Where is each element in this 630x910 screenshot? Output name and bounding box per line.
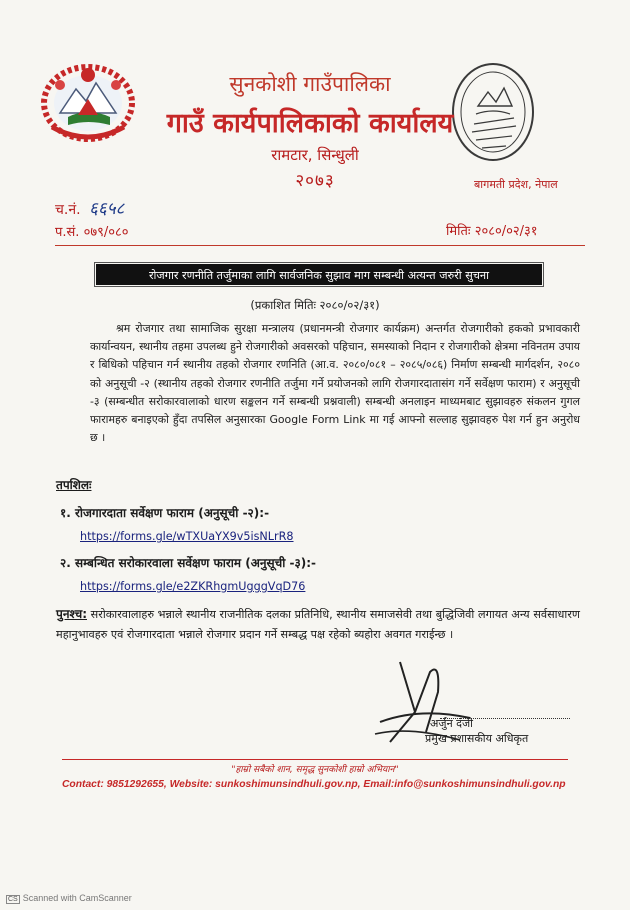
notice-body: श्रम रोजगार तथा सामाजिक सुरक्षा मन्त्रालय (प्रधानमन्त्री रोजगार कार्यक्रम) अन्तर्गत रोजगारीको हकको प्रभावकारी कार्यान्वयन, स्थानीय तहमा उपलब्ध हुने रोजगारीको अवसरको पहिचान, समस्याको निदान र रोजगारीको क्षेत्रमा नविनतम उपाय र बिधिको पहिचान गर्न स्थानीय तहको रोजगार रणनिति (आ.व. २०८०/०८१ – २०८५/०८६) निर्माण सम्बन्धी मार्गदर्शन, २०८० को अनुसूची -२ (स्थानीय तहको रोजगार रणनीति तर्जुमा गर्ने प्रयोजनको लागि रोजगारदातासंग गर्ने सर्वेक्षण फाराम) र अनुसूची -३ (सम्बन्धीत सरोकारवालाको धारण सङ्कलन गर्ने सम्बन्धी प्रश्नवाली) सम्बन्धी अनलाइन माध्यमबाट सुझावहरु संकलन गुगल फारामहरु बनाइएको हुँदा तपसिल अनुसारका Google Form Link मा गई आफ्नो सल्लाह सुझावहरु पेश गर्न हुन अनुरोध छ । [90, 322, 580, 445]
footer-slogan: "हाम्रो सबैको शान, समृद्ध सुनकोशी हाम्रो अभियान" [231, 765, 399, 775]
postscript-text: सरोकारवालाहरु भन्नाले स्थानीय राजनीतिक दलका प्रतिनिधि, स्थानीय समाजसेवी तथा बुद्धिजिवी लगायत अन्य सर्वसाधारण महानुभावहरु एवं रोजगारदाता भन्नाले रोजगार प्रदान गर्ने सम्बद्ध पक्ष रहेको ब्यहोरा अवगत गराईन्छ । [56, 608, 580, 641]
notice-subject: रोजगार रणनीति तर्जुमाका लागि सार्वजनिक सुझाव माग सम्बन्धी अत्यन्त जरुरी सुचना [96, 264, 542, 285]
letter-number-value: ०७९/०८० [83, 225, 129, 240]
letter-date-value: २०८०/०२/३१ [474, 224, 538, 239]
office-name: गाउँ कार्यपालिकाको कार्यालय [166, 108, 454, 139]
established-year: २०७३ [295, 171, 335, 191]
footer-contact: Contact: 9851292655, Website: sunkoshimunsindhuli.gov.np, Email:info@sunkoshimunsindhuli.gov.np [62, 779, 566, 790]
municipality-name: सुनकोशी गाउँपालिका [229, 72, 391, 96]
dispatch-number-value: ६६५८ [89, 199, 125, 219]
published-date: (प्रकाशित मितिः २०८०/०२/३१) [250, 298, 380, 312]
office-seal-icon [448, 58, 538, 166]
letter-date [446, 221, 538, 239]
letter-number-label: प.सं. [55, 225, 80, 240]
details-heading: तपशिलः [56, 478, 92, 492]
scanner-watermark [6, 893, 132, 904]
letter-number [55, 222, 129, 240]
details-item-stakeholder-survey: २. सम्बन्धित सरोकारवाला सर्वेक्षण फाराम (अनुसूची -३):- [60, 556, 317, 570]
postscript-note [56, 604, 580, 645]
province-label: बागमती प्रदेश, नेपाल [474, 178, 558, 191]
signer-title: प्रमुख प्रशासकीय अधिकृत [425, 732, 529, 745]
camscanner-icon: CS [8, 896, 18, 903]
postscript-label: पुनश्च: [56, 607, 87, 621]
dispatch-number [55, 196, 124, 219]
office-address: रामटार, सिन्धुली [271, 146, 359, 164]
employer-survey-link[interactable]: https://forms.gle/wTXUaYX9v5isNLrR8 [80, 530, 294, 543]
signer-name: अर्जुन दंजी [430, 717, 474, 730]
header-divider [55, 245, 585, 246]
footer-divider [62, 759, 568, 760]
nepal-emblem-icon [38, 55, 138, 147]
stakeholder-survey-link[interactable]: https://forms.gle/e2ZKRhgmUgggVqD76 [80, 580, 306, 593]
details-item-employer-survey: १. रोजगारदाता सर्वेक्षण फाराम (अनुसूची -२):- [60, 506, 270, 520]
dispatch-number-label: च.नं. [55, 202, 81, 218]
letter-date-label: मितिः [446, 224, 471, 239]
scanner-text: Scanned with CamScanner [22, 893, 132, 903]
